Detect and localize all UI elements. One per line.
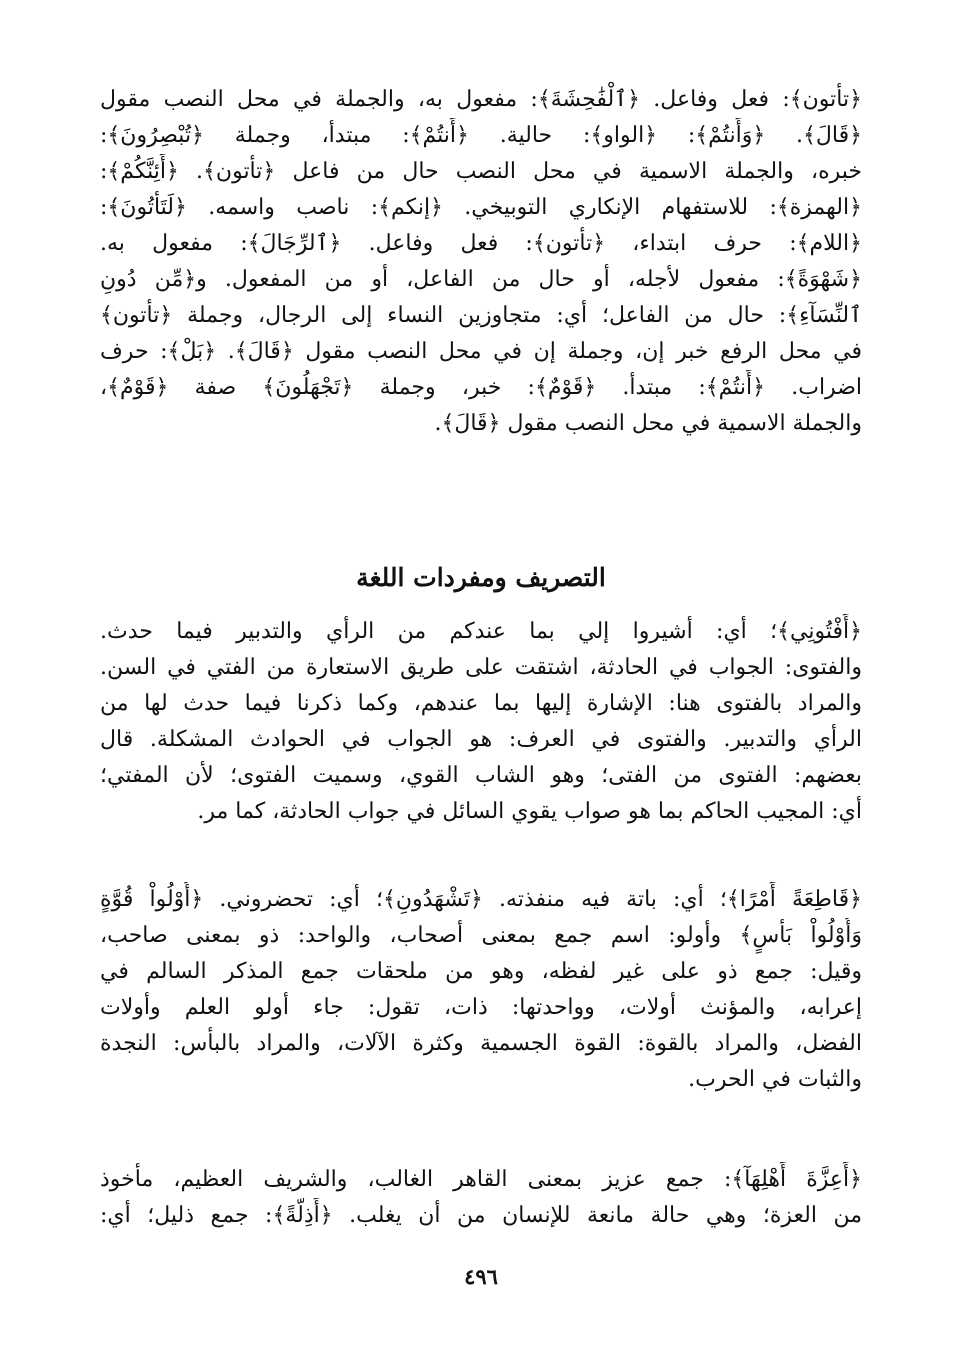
text-line: وقيل: جمع ذو على غير لفظه، وهو من ملحقات جمع المذكر السالم في (100, 959, 862, 984)
text-line: والجملة الاسمية في محل النصب مقول ﴿قَالَ﴾. (434, 411, 862, 436)
text-line: ﴿تأتون﴾: فعل وفاعل. ﴿ٱلْفَٰحِشَةَ﴾: مفعول به، والجملة في محل النصب مقول (100, 87, 862, 112)
text-line: اضراب. ﴿أَنتُمْ﴾: مبتدأ. ﴿قَوْمٌ﴾: خبر، وجملة ﴿تَجْهَلُونَ﴾ صفة ﴿قَوْمٌ﴾، (100, 375, 862, 400)
text-line: ﴿شَهْوَةً﴾: مفعول لأجله، أو حال من الفاعل، أو من المفعول. و﴿مِّن دُونِ (100, 267, 862, 292)
text-line: من العزة؛ وهي حالة مانعة للإنسان من أن يغلب. ﴿أَذِلَّةً﴾: جمع ذليل؛ أي: (100, 1203, 862, 1228)
text-line: خبره، والجملة الاسمية في محل النصب حال من فاعل ﴿تأتون﴾. ﴿أَئِنَّكُمْ﴾: (100, 159, 862, 184)
text-line: والمراد بالفتوى هنا: الإشارة إليها بما عندهم، وكما ذكرنا فيما حدث لها من (100, 691, 862, 716)
text-line: ﴿أَعِزَّةَ أَهْلِهَآ﴾: جمع عزيز بمعنى القاهر الغالب، والشريف العظيم، مأخوذ (100, 1167, 862, 1192)
text-line: والثبات في الحرب. (688, 1067, 862, 1092)
text-line: والفتوى: الجواب في الحادثة، اشتقت على طريق الاستعارة من الفتي في السن. (100, 655, 862, 680)
text-line: ﴿أَفْتُونِي﴾؛ أي: أشيروا إلي بما عندكم من الرأي والتدبير فيما حدث. (100, 619, 862, 644)
text-line: الفضل، والمراد بالقوة: القوة الجسمية وكثرة الآلات، والمراد بالبأس: النجدة (100, 1031, 862, 1056)
text-line: بعضهم: الفتوى من الفتى؛ وهو الشاب القوي، وسميت الفتوى؛ لأن المفتي؛ (100, 763, 862, 788)
text-line: ﴿اللام﴾: حرف ابتداء، ﴿تأتون﴾: فعل وفاعل. ﴿ٱلرِّجَالَ﴾: مفعول به. (100, 231, 862, 256)
text-line: ﴿قَالَ﴾. ﴿وَأَنتُمْ﴾: ﴿الواو﴾: حالية. ﴿أَنتُمْ﴾: مبتدأ، وجملة ﴿تُبْصِرُونَ﴾: (100, 123, 862, 148)
text-line: ﴿قَاطِعَةً أَمْرًا﴾؛ أي: باتة فيه منفذته. ﴿تَشْهَدُونِ﴾؛ أي: تحضروني. ﴿أُوْلُواْ قُوَّةٍ (100, 887, 862, 912)
text-line: الرأي والتدبير. والفتوى في العرف: هو الجواب في الحوادث المشكلة. قال (100, 727, 862, 752)
text-line: وَأُوْلُواْ بَأْسٍ﴾ وأولو: اسم جمع بمعنى أصحاب، والواحد: ذو بمعنى صاحب، (100, 923, 862, 948)
section-heading: التصريف ومفردات اللغة (356, 563, 606, 592)
text-line: في محل الرفع خبر إن، وجملة إن في محل النصب مقول ﴿قَالَ﴾. ﴿بَلْ﴾: حرف (100, 339, 862, 364)
page-number: ٤٩٦ (464, 1264, 498, 1289)
text-line: ﴿الهمزة﴾: للاستفهام الإنكاري التوبيخي. ﴿إنكم﴾: ناصب واسمه. ﴿لَتَأْتُونَ﴾: (100, 195, 862, 220)
paragraph-3 (100, 882, 862, 1098)
paragraph-1 (100, 82, 862, 442)
text-line: ٱلنِّسَآءِ﴾: حال من الفاعل؛ أي: متجاوزين النساء إلى الرجال، وجملة ﴿تأتون﴾ (100, 303, 862, 328)
text-line: أي: المجيب الحاكم بما هو صواب يقوي السائل في جواب الحادثة، كما مر. (197, 799, 862, 824)
text-line: إعرابه، والمؤنث أولات، وواحدتها: ذات، تقول: جاء أولو العلم وأولات (100, 995, 862, 1020)
paragraph-2 (100, 614, 862, 830)
paragraph-4 (100, 1162, 862, 1234)
